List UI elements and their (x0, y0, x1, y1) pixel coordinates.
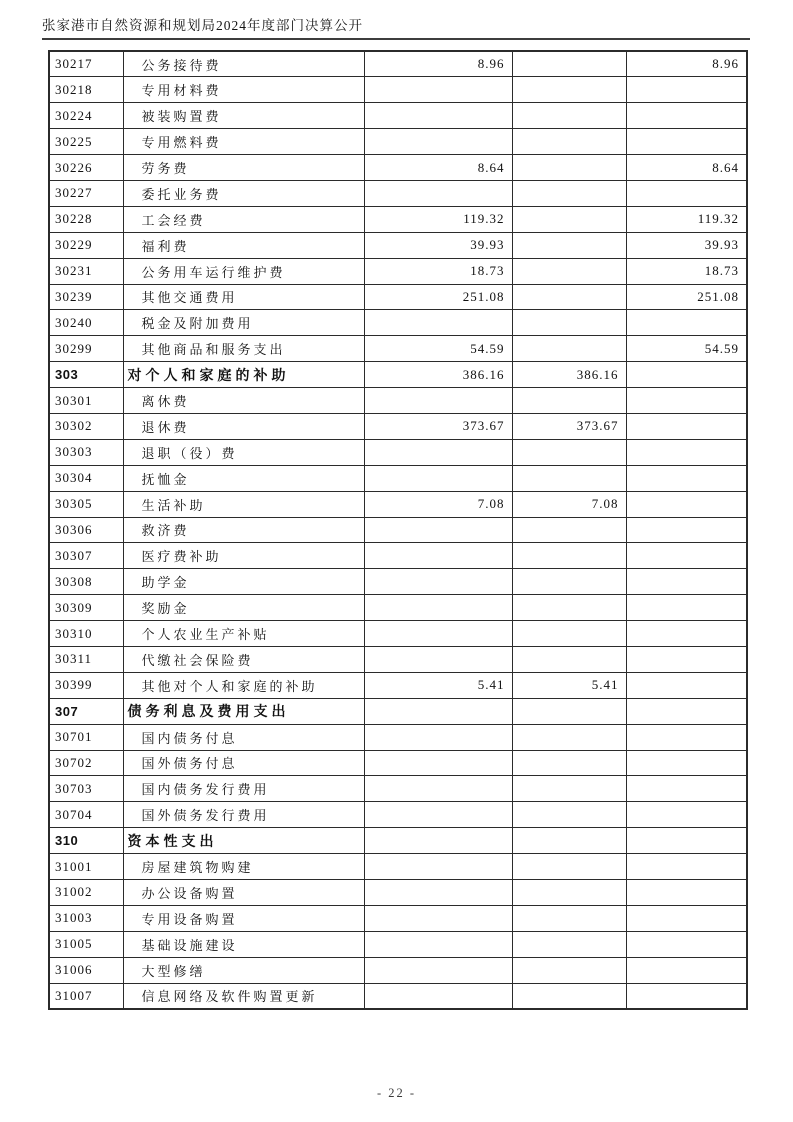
value-cell (626, 621, 747, 647)
value-cell (626, 698, 747, 724)
code-cell: 31006 (49, 957, 123, 983)
table-row (49, 284, 747, 310)
value-cell: 18.73 (364, 258, 512, 284)
name-cell: 资本性支出 (123, 828, 364, 854)
table-row (49, 491, 747, 517)
value-cell (364, 103, 512, 129)
code-cell: 30303 (49, 439, 123, 465)
value-cell (364, 569, 512, 595)
value-cell: 7.08 (512, 491, 626, 517)
table-row (49, 931, 747, 957)
value-cell (626, 103, 747, 129)
value-cell (364, 802, 512, 828)
table-row (49, 336, 747, 362)
name-cell: 被装购置费 (123, 103, 364, 129)
value-cell (364, 983, 512, 1009)
table-row (49, 698, 747, 724)
value-cell (626, 491, 747, 517)
value-cell (626, 957, 747, 983)
value-cell (512, 232, 626, 258)
code-cell: 30229 (49, 232, 123, 258)
table-row (49, 206, 747, 232)
table-row (49, 180, 747, 206)
value-cell (512, 595, 626, 621)
value-cell (626, 646, 747, 672)
name-cell: 房屋建筑物购建 (123, 854, 364, 880)
code-cell: 31005 (49, 931, 123, 957)
table-row (49, 776, 747, 802)
code-cell: 31003 (49, 905, 123, 931)
value-cell (512, 543, 626, 569)
name-cell: 工会经费 (123, 206, 364, 232)
value-cell (626, 776, 747, 802)
value-cell: 7.08 (364, 491, 512, 517)
page-number: - 22 - (376, 1086, 417, 1100)
value-cell (626, 543, 747, 569)
value-cell (512, 931, 626, 957)
value-cell: 8.64 (626, 155, 747, 181)
name-cell: 离休费 (123, 388, 364, 414)
name-cell: 国外债务发行费用 (123, 802, 364, 828)
value-cell (512, 517, 626, 543)
name-cell: 委托业务费 (123, 180, 364, 206)
value-cell (512, 905, 626, 931)
name-cell: 其他交通费用 (123, 284, 364, 310)
name-cell: 奖励金 (123, 595, 364, 621)
value-cell: 373.67 (364, 413, 512, 439)
code-cell: 30299 (49, 336, 123, 362)
value-cell (626, 828, 747, 854)
name-cell: 税金及附加费用 (123, 310, 364, 336)
value-cell (626, 854, 747, 880)
code-cell: 30701 (49, 724, 123, 750)
value-cell (626, 983, 747, 1009)
table-row (49, 750, 747, 776)
value-cell (364, 931, 512, 957)
value-cell (512, 465, 626, 491)
value-cell (364, 595, 512, 621)
code-cell: 30226 (49, 155, 123, 181)
table-row (49, 258, 747, 284)
name-cell: 其他对个人和家庭的补助 (123, 672, 364, 698)
code-cell: 30224 (49, 103, 123, 129)
name-cell: 办公设备购置 (123, 880, 364, 906)
code-cell: 30704 (49, 802, 123, 828)
table-row (49, 310, 747, 336)
value-cell: 5.41 (364, 672, 512, 698)
table-row (49, 51, 747, 77)
name-cell: 其他商品和服务支出 (123, 336, 364, 362)
value-cell (364, 388, 512, 414)
value-cell (512, 258, 626, 284)
value-cell (626, 310, 747, 336)
value-cell (626, 905, 747, 931)
name-cell: 国内债务发行费用 (123, 776, 364, 802)
table-row (49, 880, 747, 906)
name-cell: 基础设施建设 (123, 931, 364, 957)
name-cell: 生活补助 (123, 491, 364, 517)
code-cell: 30305 (49, 491, 123, 517)
name-cell: 退职（役）费 (123, 439, 364, 465)
code-cell: 30310 (49, 621, 123, 647)
code-cell: 30304 (49, 465, 123, 491)
value-cell (364, 854, 512, 880)
value-cell (626, 180, 747, 206)
value-cell (512, 750, 626, 776)
code-cell: 30308 (49, 569, 123, 595)
code-cell: 30309 (49, 595, 123, 621)
table-row (49, 621, 747, 647)
value-cell (626, 750, 747, 776)
code-cell: 30240 (49, 310, 123, 336)
value-cell (512, 155, 626, 181)
value-cell (626, 569, 747, 595)
value-cell: 8.96 (364, 51, 512, 77)
value-cell (626, 517, 747, 543)
value-cell (512, 621, 626, 647)
budget-table (48, 50, 748, 1010)
value-cell (512, 77, 626, 103)
value-cell (512, 284, 626, 310)
value-cell (512, 802, 626, 828)
page-footer (0, 1086, 793, 1101)
code-cell: 30227 (49, 180, 123, 206)
table-row (49, 802, 747, 828)
value-cell (364, 724, 512, 750)
value-cell (364, 310, 512, 336)
value-cell (364, 828, 512, 854)
value-cell (512, 336, 626, 362)
value-cell: 8.96 (626, 51, 747, 77)
table-row (49, 854, 747, 880)
name-cell: 信息网络及软件购置更新 (123, 983, 364, 1009)
table-row (49, 103, 747, 129)
value-cell (512, 103, 626, 129)
name-cell: 公务用车运行维护费 (123, 258, 364, 284)
table-row (49, 129, 747, 155)
value-cell (364, 543, 512, 569)
value-cell (626, 439, 747, 465)
code-cell: 30228 (49, 206, 123, 232)
name-cell: 救济费 (123, 517, 364, 543)
value-cell (626, 880, 747, 906)
name-cell: 抚恤金 (123, 465, 364, 491)
value-cell (626, 931, 747, 957)
name-cell: 助学金 (123, 569, 364, 595)
value-cell: 386.16 (364, 362, 512, 388)
name-cell: 专用材料费 (123, 77, 364, 103)
code-cell: 30702 (49, 750, 123, 776)
name-cell: 大型修缮 (123, 957, 364, 983)
table-row (49, 77, 747, 103)
table-row (49, 232, 747, 258)
value-cell: 251.08 (626, 284, 747, 310)
value-cell (364, 880, 512, 906)
value-cell: 8.64 (364, 155, 512, 181)
name-cell: 国外债务付息 (123, 750, 364, 776)
code-cell: 30311 (49, 646, 123, 672)
value-cell (626, 724, 747, 750)
name-cell: 代缴社会保险费 (123, 646, 364, 672)
name-cell: 债务利息及费用支出 (123, 698, 364, 724)
value-cell: 18.73 (626, 258, 747, 284)
table-row (49, 439, 747, 465)
value-cell (512, 724, 626, 750)
name-cell: 专用燃料费 (123, 129, 364, 155)
code-cell: 30399 (49, 672, 123, 698)
code-cell: 30307 (49, 543, 123, 569)
code-cell: 30703 (49, 776, 123, 802)
code-cell: 31007 (49, 983, 123, 1009)
table-row (49, 983, 747, 1009)
page-title: 张家港市自然资源和规划局2024年度部门决算公开 (42, 18, 363, 33)
table-row (49, 957, 747, 983)
value-cell (364, 465, 512, 491)
value-cell (626, 77, 747, 103)
code-cell: 30225 (49, 129, 123, 155)
code-cell: 31002 (49, 880, 123, 906)
table-row (49, 646, 747, 672)
value-cell (364, 776, 512, 802)
value-cell (364, 957, 512, 983)
value-cell: 119.32 (364, 206, 512, 232)
value-cell (626, 802, 747, 828)
value-cell (364, 750, 512, 776)
table-row (49, 569, 747, 595)
code-cell: 30301 (49, 388, 123, 414)
table-row (49, 155, 747, 181)
value-cell (626, 129, 747, 155)
table-row (49, 388, 747, 414)
value-cell (512, 880, 626, 906)
value-cell (364, 129, 512, 155)
name-cell: 个人农业生产补贴 (123, 621, 364, 647)
value-cell (626, 362, 747, 388)
value-cell: 39.93 (626, 232, 747, 258)
code-cell: 303 (49, 362, 123, 388)
value-cell (512, 388, 626, 414)
name-cell: 对个人和家庭的补助 (123, 362, 364, 388)
value-cell (512, 828, 626, 854)
value-cell (364, 621, 512, 647)
name-cell: 福利费 (123, 232, 364, 258)
value-cell (512, 439, 626, 465)
code-cell: 30218 (49, 77, 123, 103)
value-cell (364, 646, 512, 672)
value-cell (512, 957, 626, 983)
code-cell: 30306 (49, 517, 123, 543)
value-cell: 251.08 (364, 284, 512, 310)
table-row (49, 362, 747, 388)
name-cell: 医疗费补助 (123, 543, 364, 569)
value-cell (364, 77, 512, 103)
value-cell (626, 672, 747, 698)
code-cell: 30239 (49, 284, 123, 310)
value-cell (512, 51, 626, 77)
value-cell (512, 569, 626, 595)
value-cell (364, 517, 512, 543)
value-cell: 373.67 (512, 413, 626, 439)
code-cell: 307 (49, 698, 123, 724)
value-cell (512, 776, 626, 802)
table-row (49, 672, 747, 698)
code-cell: 30231 (49, 258, 123, 284)
code-cell: 310 (49, 828, 123, 854)
table-row (49, 517, 747, 543)
value-cell (626, 413, 747, 439)
value-cell (512, 180, 626, 206)
value-cell (626, 595, 747, 621)
table-row (49, 543, 747, 569)
code-cell: 31001 (49, 854, 123, 880)
value-cell (512, 310, 626, 336)
value-cell (512, 129, 626, 155)
name-cell: 公务接待费 (123, 51, 364, 77)
name-cell: 退休费 (123, 413, 364, 439)
table-row (49, 413, 747, 439)
value-cell (512, 206, 626, 232)
value-cell (364, 180, 512, 206)
header-divider (42, 38, 750, 40)
table-row (49, 465, 747, 491)
name-cell: 国内债务付息 (123, 724, 364, 750)
value-cell (512, 646, 626, 672)
value-cell: 386.16 (512, 362, 626, 388)
value-cell: 39.93 (364, 232, 512, 258)
value-cell (364, 439, 512, 465)
value-cell (626, 388, 747, 414)
code-cell: 30302 (49, 413, 123, 439)
value-cell: 5.41 (512, 672, 626, 698)
value-cell (512, 698, 626, 724)
value-cell (626, 465, 747, 491)
value-cell: 119.32 (626, 206, 747, 232)
table-row (49, 905, 747, 931)
value-cell (512, 983, 626, 1009)
code-cell: 30217 (49, 51, 123, 77)
table-row (49, 724, 747, 750)
table-row (49, 595, 747, 621)
value-cell (364, 698, 512, 724)
value-cell (364, 905, 512, 931)
value-cell (512, 854, 626, 880)
value-cell: 54.59 (626, 336, 747, 362)
value-cell: 54.59 (364, 336, 512, 362)
name-cell: 劳务费 (123, 155, 364, 181)
name-cell: 专用设备购置 (123, 905, 364, 931)
table-row (49, 828, 747, 854)
budget-table-body (49, 51, 747, 1009)
